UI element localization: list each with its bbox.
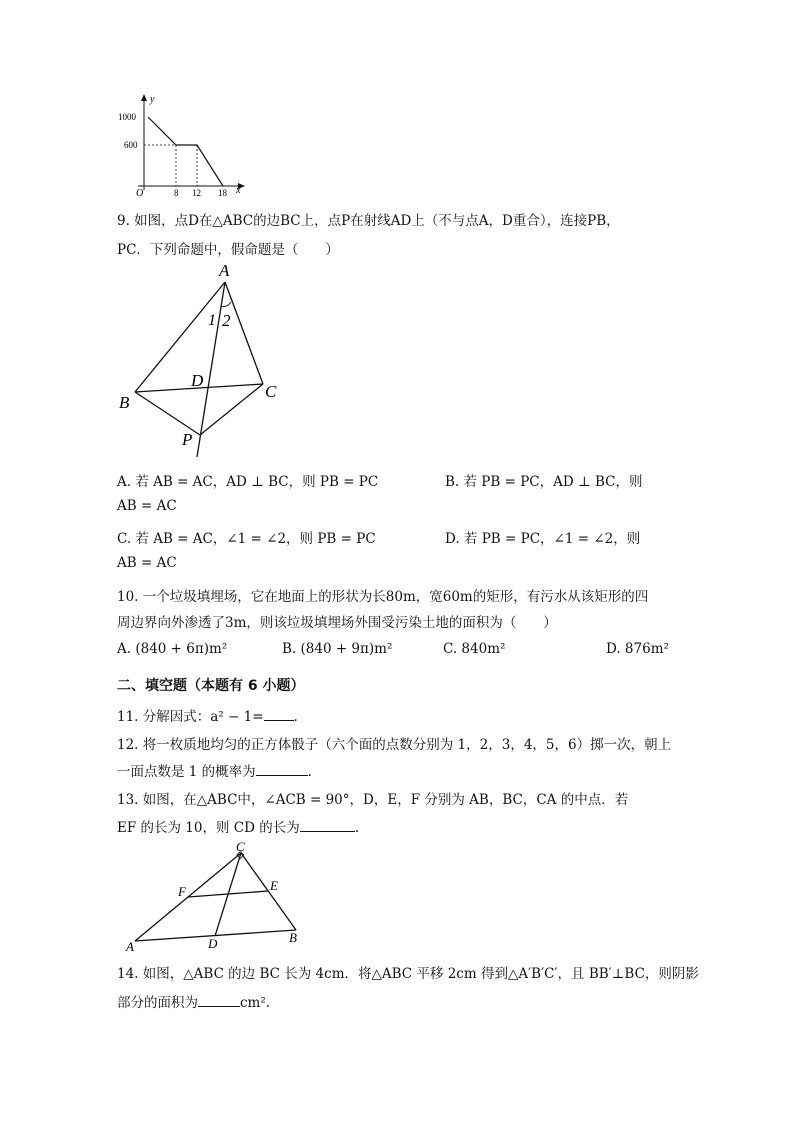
q11-answer-blank[interactable] [264, 708, 294, 721]
y-axis-label: y [150, 94, 155, 105]
y-tick-600: 600 [124, 140, 138, 150]
q9-option-c[interactable]: C. 若 AB = AC，∠1 = ∠2，则 PB = PC [117, 531, 376, 547]
q9-option-b-line1[interactable]: B. 若 PB = PC，AD ⊥ BC，则 [445, 474, 643, 490]
q11-line [117, 705, 298, 725]
label-b: B [119, 393, 130, 412]
graph-line [148, 117, 223, 186]
q12-line2 [117, 760, 312, 780]
label-a: A [126, 939, 134, 954]
q10-line1: 10. 一个垃圾填埋场，它在地面上的形状为长80m，宽60m的矩形，有污水从该矩形的四 [117, 589, 649, 605]
q13-answer-blank[interactable] [300, 819, 355, 832]
q11-suffix: . [293, 709, 298, 725]
q10-line2: 周边界向外渗透了3m，则该垃圾填埋场外围受污染土地的面积为（ ） [117, 615, 557, 631]
q13-line1: 13. 如图，在△ABC中，∠ACB = 90°，D，E，F 分别为 AB，BC，CA 的中点．若 [117, 792, 629, 808]
angle-arc [221, 302, 231, 307]
q14-line2 [117, 991, 270, 1011]
edge-ac [225, 282, 263, 384]
label-c: C [236, 840, 245, 854]
q10-option-a[interactable]: A. (840 + 6π)m² [117, 641, 228, 657]
label-d: D [208, 936, 218, 951]
edge-cb [241, 853, 296, 930]
q12-prompt: 一面点数是 1 的概率为 [117, 764, 256, 780]
label-c: C [265, 382, 277, 401]
q9-option-d-line2: AB = AC [117, 555, 177, 571]
q9-option-b-line2: AB = AC [117, 498, 177, 514]
segment-pc [200, 384, 263, 435]
label-f: F [178, 884, 186, 899]
x-tick-8: 8 [174, 188, 179, 198]
distance-time-graph [110, 90, 250, 200]
y-tick-1000: 1000 [118, 112, 136, 122]
origin-label: O [136, 188, 144, 199]
q10-option-d[interactable]: D. 876m² [606, 641, 669, 657]
label-e: E [270, 878, 278, 893]
q14-suffix: cm². [240, 995, 271, 1011]
x-tick-18: 18 [218, 188, 227, 198]
q14-prompt: 部分的面积为 [117, 995, 198, 1011]
x-tick-12: 12 [192, 188, 201, 198]
q13-right-triangle-figure [118, 840, 318, 955]
segment-pb [135, 392, 200, 435]
q9-line1: 9. 如图，点D在△ABC的边BC上，点P在射线AD上（不与点A，D重合），连接PB， [117, 213, 620, 229]
q14-line1: 14. 如图，△ABC 的边 BC 长为 4cm．将△ABC 平移 2cm 得到△A′B′C′，且 BB′⊥BC，则阴影 [117, 966, 699, 982]
q9-triangle-figure [115, 262, 290, 467]
label-angle-1: 1 [208, 312, 216, 329]
q10-option-c[interactable]: C. 840m² [443, 641, 506, 657]
q9-line2: PC．下列命题中，假命题是（ ） [117, 242, 339, 258]
q10-option-b[interactable]: B. (840 + 9π)m² [282, 641, 393, 657]
q13-suffix: . [354, 820, 360, 836]
label-b: B [289, 930, 297, 945]
q14-answer-blank[interactable] [198, 994, 240, 1007]
label-a: A [219, 262, 230, 280]
q9-option-a[interactable]: A. 若 AB = AC，AD ⊥ BC，则 PB = PC [117, 474, 379, 490]
q13-prompt: EF 的长为 10，则 CD 的长为 [117, 820, 300, 836]
q12-line1: 12. 将一枚质地均匀的正方体骰子（六个面的点数分别为 1，2，3，4，5，6）掷一次，朝上 [117, 737, 672, 753]
q9-option-d-line1[interactable]: D. 若 PB = PC，∠1 = ∠2，则 [445, 531, 641, 547]
y-axis-arrow [141, 94, 147, 101]
label-angle-2: 2 [222, 311, 231, 330]
label-p: P [182, 430, 193, 449]
section-2-title: 二、填空题（本题有 6 小题） [117, 678, 305, 694]
edge-ab [135, 282, 225, 392]
q11-prompt: 11. 分解因式：a² − 1= [117, 709, 264, 725]
q12-answer-blank[interactable] [256, 763, 308, 776]
q12-suffix: . [307, 764, 312, 780]
q13-line2 [117, 816, 359, 836]
label-d: D [191, 371, 204, 390]
ray-ap [197, 282, 225, 457]
x-axis-label: x [236, 185, 241, 196]
